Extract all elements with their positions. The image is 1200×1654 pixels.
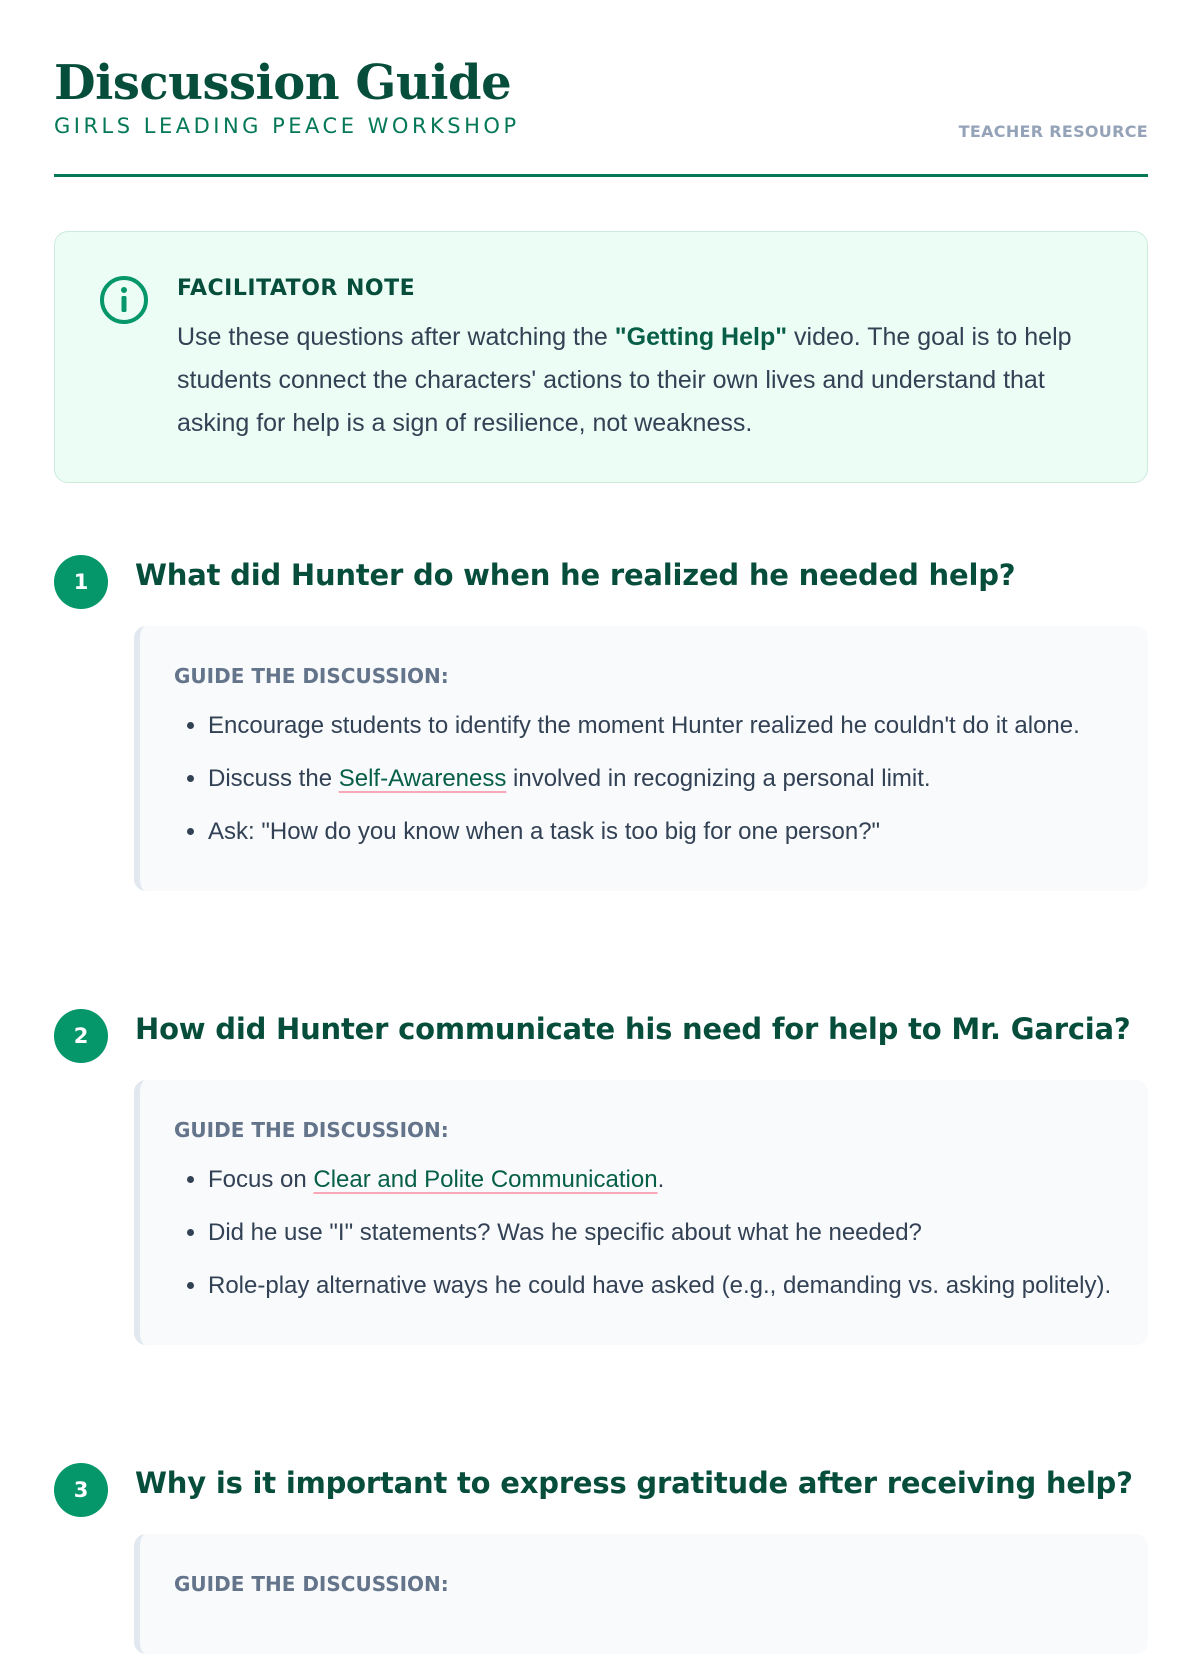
keyword-link[interactable]: Self-Awareness — [338, 765, 507, 792]
note-body-text: Use these questions after watching the — [177, 323, 615, 351]
guide-list — [174, 1160, 1118, 1306]
guide-label: GUIDE THE DISCUSSION: — [174, 1118, 449, 1142]
header-divider — [54, 174, 1148, 177]
guide-bullet: • Did he use "I" statements? Was he specific about what he needed? — [208, 1213, 1118, 1253]
bullet-text: Discuss the — [208, 765, 339, 792]
facilitator-note — [54, 231, 1148, 483]
guide-bullet — [208, 1160, 1118, 1200]
page-title: Discussion Guide — [54, 55, 512, 111]
question-title: What did Hunter do when he realized he needed help? — [135, 558, 1016, 592]
question-title: How did Hunter communicate his need for help to Mr. Garcia? — [135, 1012, 1131, 1046]
question-number-badge: 2 — [54, 1009, 108, 1063]
guide-label: GUIDE THE DISCUSSION: — [174, 1572, 449, 1596]
bullet-text: Focus on — [208, 1166, 314, 1193]
page-subtitle: GIRLS LEADING PEACE WORKSHOP — [54, 114, 520, 138]
note-body — [177, 316, 1107, 445]
guide-list — [174, 706, 1118, 852]
video-title: "Getting Help" — [614, 323, 788, 351]
guide-bullet — [208, 759, 1118, 799]
question-title: Why is it important to express gratitude after receiving help? — [135, 1466, 1133, 1500]
info-circle-icon — [99, 275, 149, 325]
bullet-text: involved in recognizing a personal limit. — [506, 765, 931, 792]
question-number-badge: 1 — [54, 555, 108, 609]
guide-box — [134, 626, 1148, 891]
question-number-badge: 3 — [54, 1463, 108, 1517]
guide-box — [134, 1080, 1148, 1345]
note-body-text: video. The goal is to help students connect the characters' actions to their own lives and understand that asking for help is a sign of resilience, not weakness. — [177, 323, 1072, 437]
keyword-link[interactable]: Clear and Polite Communication — [313, 1166, 658, 1193]
guide-bullet: • Encourage students to identify the moment Hunter realized he couldn't do it alone. — [208, 706, 1118, 746]
page-header — [54, 52, 1148, 141]
guide-label: GUIDE THE DISCUSSION: — [174, 664, 449, 688]
resource-badge: TEACHER RESOURCE — [958, 122, 1148, 141]
guide-bullet: • Ask: "How do you know when a task is too big for one person?" — [208, 812, 1118, 852]
guide-bullet: • Role-play alternative ways he could have asked (e.g., demanding vs. asking politely). — [208, 1266, 1118, 1306]
guide-box — [134, 1534, 1148, 1654]
bullet-text: . — [657, 1166, 665, 1193]
note-title: FACILITATOR NOTE — [177, 276, 416, 301]
